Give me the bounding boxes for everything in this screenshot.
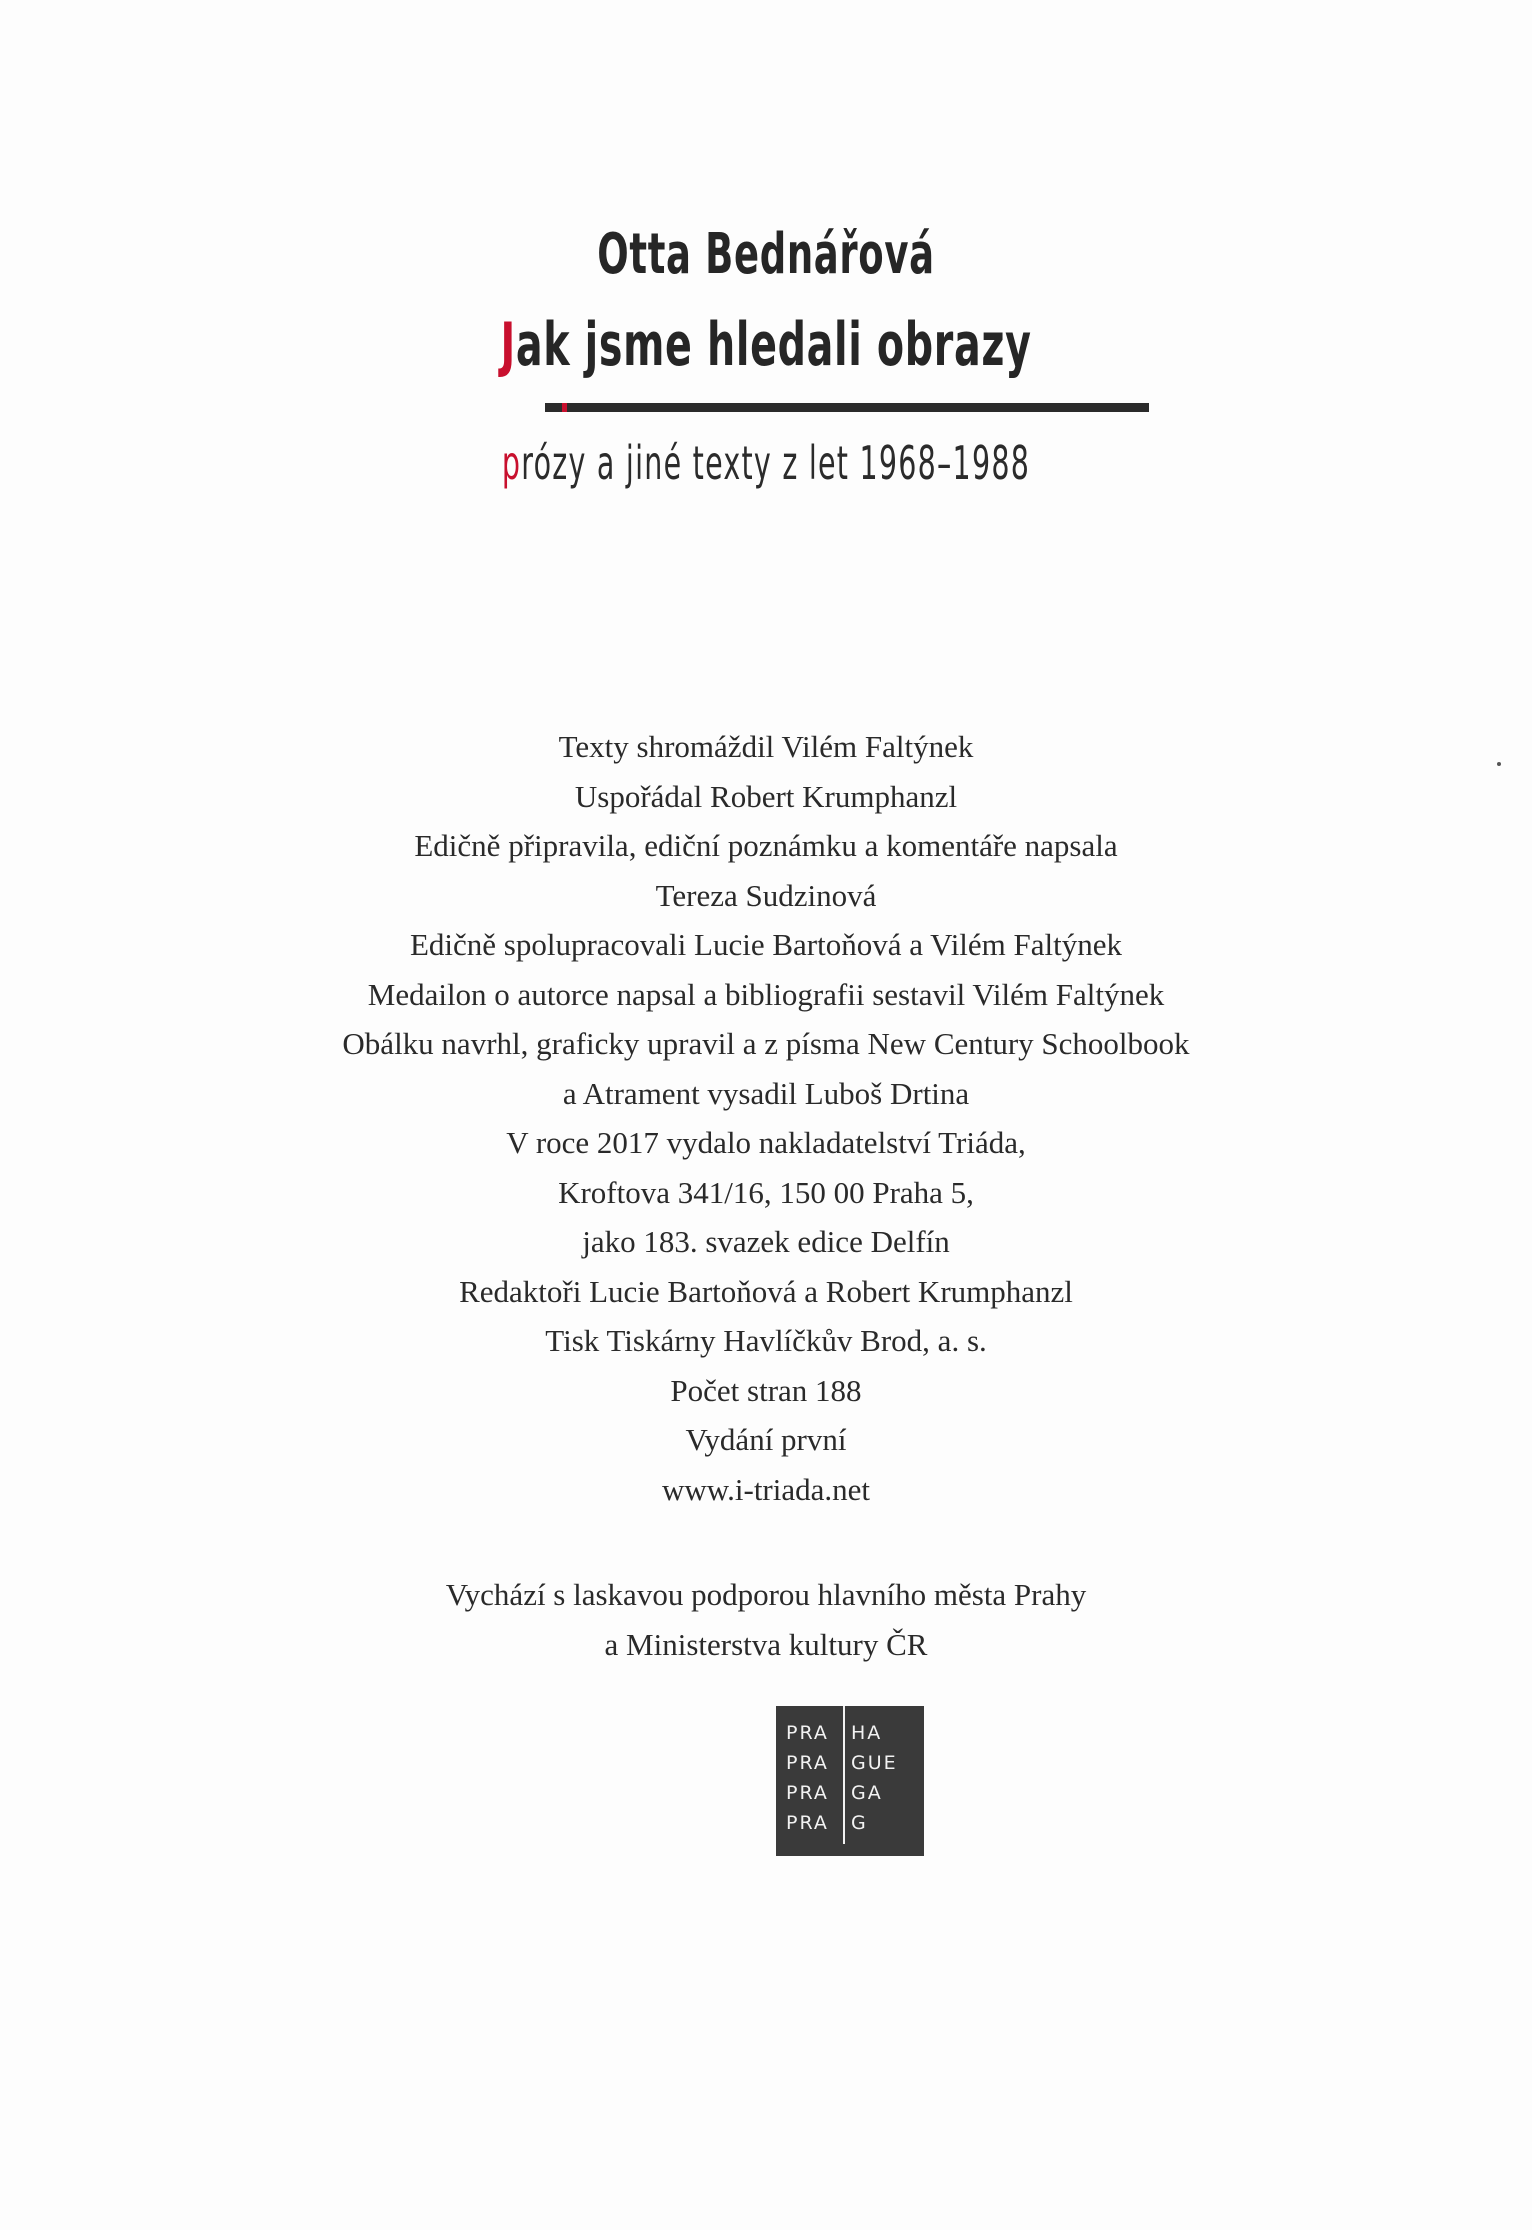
support-line: Vychází s laskavou podporou hlavního města Prahy — [445, 1577, 1087, 1612]
credit-line: Uspořádal Robert Krumphanzl — [574, 778, 958, 814]
credit-line: Tisk Tiskárny Havlíčkův Brod, a. s. — [545, 1323, 987, 1358]
credit-line: Vydání první — [685, 1422, 847, 1457]
logo-text: PRA — [786, 1752, 829, 1774]
credit-line: V roce 2017 vydalo nakladatelství Triáda, — [506, 1125, 1026, 1160]
credits-list — [0, 722, 1532, 1514]
credit-line: Tereza Sudzinová — [655, 877, 877, 913]
logo-text: PRA — [786, 1812, 829, 1834]
credit-line: Texty shromáždil Vilém Faltýnek — [558, 729, 974, 764]
logo-text: GUE — [851, 1752, 898, 1774]
credit-line: Počet stran 188 — [670, 1372, 862, 1408]
logo-text: PRA — [786, 1782, 829, 1804]
logo-text: GA — [851, 1782, 883, 1804]
credit-line: Medailon o autorce napsal a bibliografii sestavil Vilém Faltýnek — [367, 976, 1165, 1012]
credit-line: Kroftova 341/16, 150 00 Praha 5, — [558, 1174, 974, 1210]
book-title — [260, 310, 1271, 380]
website-url: www.i-triada.net — [661, 1471, 871, 1507]
book-subtitle — [291, 436, 1241, 490]
credit-line: Obálku navrhl, graficky upravil a z písma New Century Schoolbook — [342, 1026, 1190, 1061]
title-rule-accent — [562, 403, 567, 412]
logo-right-column — [845, 1718, 898, 1856]
subtitle-first-letter: p — [501, 436, 522, 490]
author-name: Otta Bednářová — [597, 222, 935, 287]
credit-line: a Atrament vysadil Luboš Drtina — [562, 1075, 970, 1111]
credit-line: Edičně spolupracovali Lucie Bartoňová a Vilém Faltýnek — [409, 927, 1123, 962]
logo-text: G — [851, 1812, 868, 1834]
title-rule — [545, 403, 1149, 412]
subtitle-rest: rózy a jiné texty z let 1968–1988 — [521, 436, 1031, 490]
credit-line: jako 183. svazek edice Delfín — [582, 1224, 950, 1259]
praha-logo — [776, 1706, 924, 1856]
logo-text: PRA — [786, 1722, 829, 1744]
support-line: a Ministerstva kultury ČR — [604, 1626, 928, 1662]
logo-left-column — [776, 1706, 845, 1844]
title-first-letter: J — [500, 310, 516, 380]
logo-text: HA — [851, 1722, 883, 1744]
title-rest: ak jsme hledali obrazy — [515, 310, 1032, 380]
support-note — [0, 1570, 1532, 1669]
credit-line: Edičně připravila, ediční poznámku a komentáře napsala — [414, 828, 1118, 863]
credit-line: Redaktoři Lucie Bartoňová a Robert Krumphanzl — [459, 1273, 1073, 1309]
